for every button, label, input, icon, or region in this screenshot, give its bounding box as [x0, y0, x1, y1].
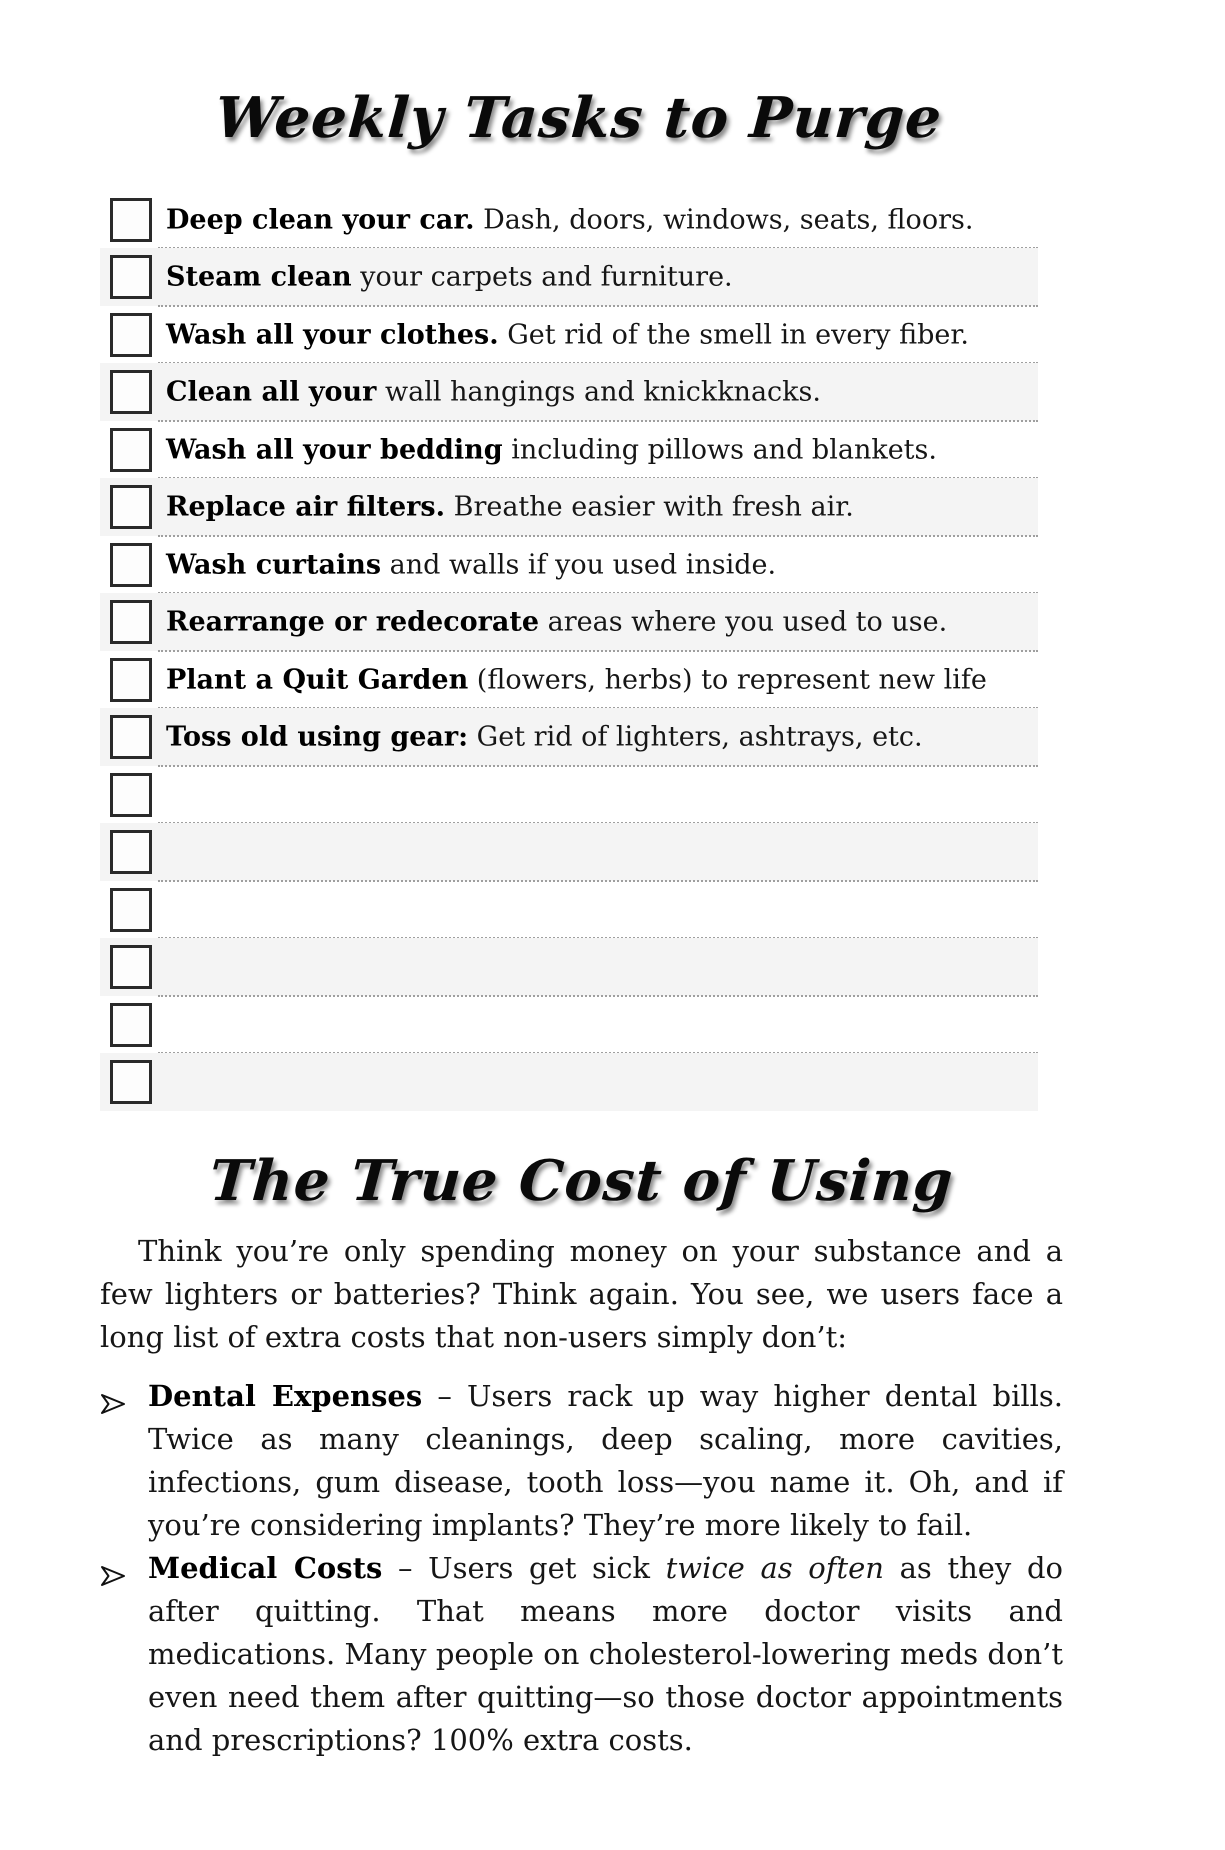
task-text: Clean all your wall hangings and knickknacks.	[166, 376, 821, 408]
checklist-row	[100, 823, 1038, 881]
task-checkbox[interactable]	[110, 658, 152, 702]
task-checkbox[interactable]	[110, 313, 152, 357]
task-checkbox[interactable]	[110, 600, 152, 644]
list-item-dental	[100, 1375, 1063, 1547]
arrow-bullet-icon	[100, 1556, 126, 1580]
task-text: Wash all your bedding including pillows and blankets.	[166, 434, 937, 466]
checklist-row	[100, 363, 1038, 421]
task-checkbox[interactable]	[110, 773, 152, 817]
task-checkbox[interactable]	[110, 715, 152, 759]
task-text: Deep clean your car. Dash, doors, windows, seats, floors.	[166, 204, 974, 236]
list-item-medical	[100, 1547, 1063, 1762]
checklist-row	[100, 306, 1038, 364]
task-text: Replace air filters. Breathe easier with fresh air.	[166, 491, 854, 523]
checklist-row	[100, 536, 1038, 594]
task-text: Plant a Quit Garden (flowers, herbs) to represent new life	[166, 664, 987, 696]
task-checkbox[interactable]	[110, 485, 152, 529]
checklist-row	[100, 478, 1038, 536]
task-checkbox[interactable]	[110, 945, 152, 989]
arrow-bullet-icon	[100, 1384, 126, 1408]
checklist-row	[100, 593, 1038, 651]
task-text: Rearrange or redecorate areas where you used to use.	[166, 606, 948, 638]
task-text: Steam clean your carpets and furniture.	[166, 261, 733, 293]
task-text: Wash all your clothes. Get rid of the smell in every fiber.	[166, 319, 969, 351]
checklist-row	[100, 248, 1038, 306]
checklist-row	[100, 191, 1038, 249]
checklist-row	[100, 708, 1038, 766]
task-checkbox[interactable]	[110, 198, 152, 242]
task-checkbox[interactable]	[110, 255, 152, 299]
checklist-row	[100, 421, 1038, 479]
list-item-text: Dental Expenses – Users rack up way higher dental bills. Twice as many cleanings, deep scaling, more cavities, infections, gum disease, tooth loss—you name it. Oh, and if you’re considering implants? They’re more likely to fail.	[148, 1378, 1063, 1542]
task-text: Toss old using gear: Get rid of lighters, ashtrays, etc.	[166, 721, 923, 753]
list-item-text: Medical Costs – Users get sick twice as often as they do after quitting. That means more doctor visits and medications. Many people on cholesterol-lowering meds don’t even need them after quitting—so those doctor appointments and prescriptions? 100% extra costs.	[148, 1550, 1063, 1757]
task-checkbox[interactable]	[110, 1060, 152, 1104]
task-checkbox[interactable]	[110, 543, 152, 587]
cost-list	[100, 1375, 1063, 1762]
task-checkbox[interactable]	[110, 888, 152, 932]
checklist-row	[100, 996, 1038, 1054]
section-title-true-cost: The True Cost of Using	[207, 1147, 956, 1214]
intro-paragraph: Think you’re only spending money on your substance and a few lighters or batteries? Think again. You see, we users face a long list of extra costs that non-users simply don’t:	[100, 1233, 1063, 1354]
checklist-row	[100, 766, 1038, 824]
task-checkbox[interactable]	[110, 428, 152, 472]
checklist-row	[100, 1053, 1038, 1111]
task-checkbox[interactable]	[110, 370, 152, 414]
checklist	[100, 191, 1038, 1111]
task-checkbox[interactable]	[110, 1003, 152, 1047]
task-text: Wash curtains and walls if you used inside.	[166, 549, 777, 581]
checklist-row	[100, 651, 1038, 709]
checklist-row	[100, 881, 1038, 939]
section-title-weekly-tasks: Weekly Tasks to Purge	[213, 85, 945, 151]
checklist-row	[100, 938, 1038, 996]
task-checkbox[interactable]	[110, 830, 152, 874]
